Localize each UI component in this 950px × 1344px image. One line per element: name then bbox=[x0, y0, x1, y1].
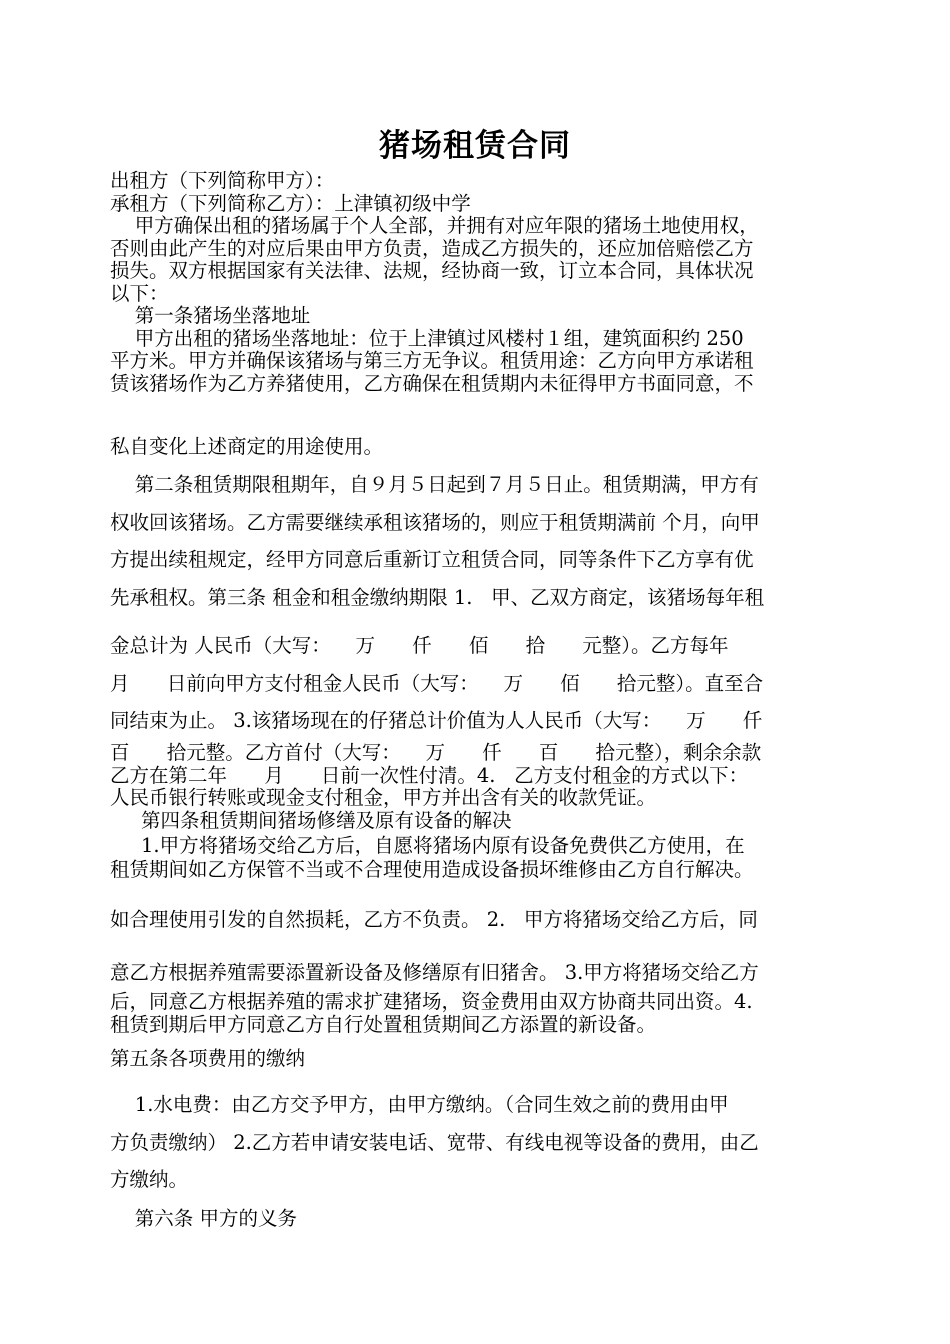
article-heading: 第二条租赁期限租期年，自９月５日起到７月５日止。租赁期满，甲方有 bbox=[110, 472, 759, 496]
paragraph-line: 否则由此产生的对应后果由甲方负责，造成乙方损失的，还应加倍赔偿乙方 bbox=[110, 236, 754, 260]
article-heading: 第一条猪场坐落地址 bbox=[110, 304, 311, 327]
paragraph-line: 1.水电费：由乙方交予甲方，由甲方缴纳。（合同生效之前的费用由甲 bbox=[110, 1093, 729, 1116]
article-heading: 第六条 甲方的义务 bbox=[110, 1207, 297, 1230]
text-block-article2 bbox=[110, 428, 860, 616]
text-block-rent bbox=[110, 627, 860, 740]
paragraph-line: 乙方在第二年 月 日前一次性付清。4. 乙方支付租金的方式以下： bbox=[110, 763, 749, 787]
paragraph-line: 先承租权。第三条 租金和租金缴纳期限 1. 甲、乙双方商定，该猪场每年租 bbox=[110, 585, 765, 609]
paragraph-line: 方提出续租规定，经甲方同意后重新订立租赁合同，同等条件下乙方享有优 bbox=[110, 548, 754, 571]
text-block-article6 bbox=[110, 1200, 860, 1238]
lessor-line: 出租方（下列简称甲方）： bbox=[110, 169, 335, 192]
text-block-article5 bbox=[110, 1086, 860, 1199]
paragraph-line: 以下： bbox=[110, 281, 169, 305]
paragraph-line: 1.甲方将猪场交给乙方后，自愿将猪场内原有设备免费供乙方使用，在 bbox=[110, 834, 745, 857]
paragraph-line: 人民币银行转账或现金支付租金，甲方并出含有关的收款凭证。 bbox=[110, 786, 657, 809]
paragraph-line: 平方米。甲方并确保该猪场与第三方无争议。租赁用途：乙方向甲方承诺租 bbox=[110, 349, 754, 372]
paragraph-line: 赁该猪场作为乙方养猪使用，乙方确保在租赁期内未征得甲方书面同意，不 bbox=[110, 371, 754, 395]
paragraph-line: 甲方确保出租的猪场属于个人全部，并拥有对应年限的猪场土地使用权， bbox=[110, 214, 759, 237]
paragraph-line: 意乙方根据养殖需要添置新设备及修缮原有旧猪舍。 3.甲方将猪场交给乙方 bbox=[110, 961, 759, 984]
paragraph-line: 方缴纳。 bbox=[110, 1168, 189, 1191]
paragraph-line: 损失。双方根据国家有关法律、法规，经协商一致，订立本合同，具体状况 bbox=[110, 259, 754, 282]
lessee-line: 承租方（下列简称乙方）：上津镇初级中学 bbox=[110, 191, 471, 215]
text-block-payment bbox=[110, 742, 860, 882]
paragraph-line: 权收回该猪场。乙方需要继续承租该猪场的，则应于租赁期满前 个月，向甲 bbox=[110, 510, 760, 534]
paragraph-line: 百 拾元整。乙方首付（大写： 万 仟 百 拾元整），剩余余款 bbox=[110, 741, 762, 764]
paragraph-line: 甲方出租的猪场坐落地址：位于上津镇过风楼村１组，建筑面积约 250 bbox=[110, 326, 744, 350]
paragraph-line: 方负责缴纳） 2.乙方若申请安装电话、宽带、有线电视等设备的费用，由乙 bbox=[110, 1130, 759, 1154]
article-heading: 第四条租赁期间猪场修缮及原有设备的解决 bbox=[110, 808, 512, 832]
paragraph-line: 租赁到期后甲方同意乙方自行处置租赁期间乙方添置的新设备。 bbox=[110, 1012, 657, 1036]
text-block-article4 bbox=[110, 895, 860, 993]
paragraph-line: 月 日前向甲方支付租金人民币（大写： 万 佰 拾元整）。直至合 bbox=[110, 671, 764, 695]
paragraph-line: 金总计为 人民币（大写： 万 仟 佰 拾 元整）。乙方每年 bbox=[110, 634, 729, 657]
paragraph-line: 私自变化上述商定的用途使用。 bbox=[110, 435, 384, 458]
paragraph-line: 如合理使用引发的自然损耗，乙方不负责。 2. 甲方将猪场交给乙方后，同 bbox=[110, 908, 758, 931]
document-title: 猪场租赁合同 bbox=[379, 128, 571, 164]
paragraph-line: 同结束为止。 3.该猪场现在的仔猪总计价值为人人民币（大写： 万 仟 bbox=[110, 709, 763, 732]
article-heading: 第五条各项费用的缴纳 bbox=[110, 1047, 306, 1070]
text-block-intro bbox=[110, 170, 860, 395]
paragraph-line: 租赁期间如乙方保管不当或不合理使用造成设备损坏维修由乙方自行解决。 bbox=[110, 858, 754, 881]
paragraph-line: 后，同意乙方根据养殖的需求扩建猪场，资金费用由双方协商共同出资。4. bbox=[110, 990, 753, 1013]
text-block-article4-end bbox=[110, 991, 860, 1071]
